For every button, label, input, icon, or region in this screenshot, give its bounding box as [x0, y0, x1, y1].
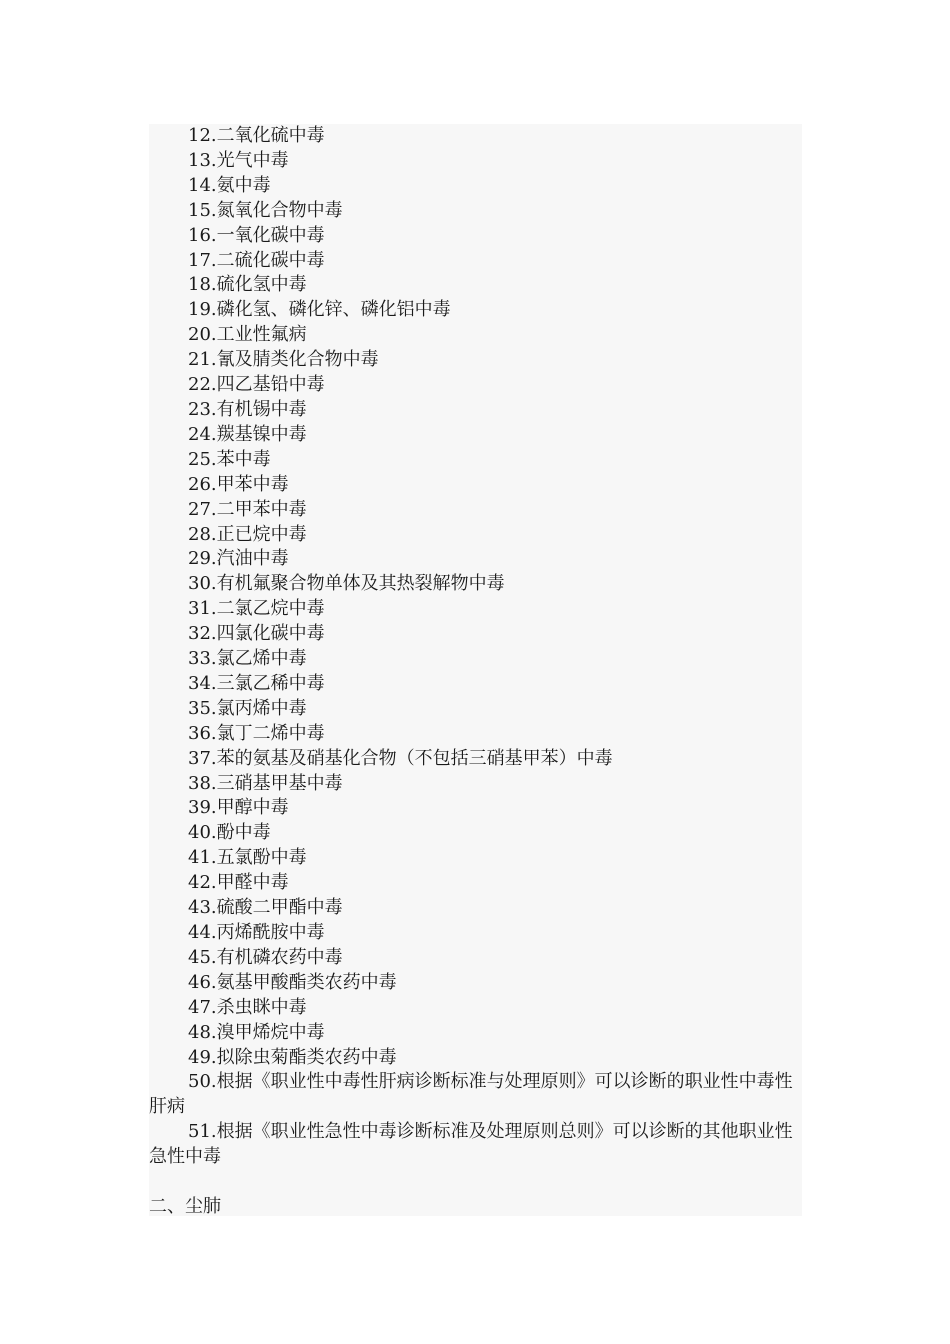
list-item: 19.磷化氢、磷化锌、磷化铝中毒 [188, 299, 451, 321]
list-item: 44.丙烯酰胺中毒 [188, 922, 325, 943]
list-item: 34.三氯乙稀中毒 [188, 672, 325, 694]
list-item: 18.硫化氢中毒 [188, 274, 307, 296]
spacer [149, 1170, 794, 1195]
list-item: 17.二硫化碳中毒 [188, 249, 325, 271]
list-item: 41.五氯酚中毒 [188, 847, 307, 869]
list-item: 36.氯丁二烯中毒 [188, 722, 325, 744]
list-item: 16.一氧化碳中毒 [188, 224, 325, 246]
list-item: 22.四乙基铅中毒 [188, 374, 325, 396]
list-item: 39.甲醇中毒 [188, 797, 289, 819]
list-item: 30.有机氟聚合物单体及其热裂解物中毒 [188, 573, 505, 595]
list-item: 15.氮氧化合物中毒 [188, 199, 343, 221]
list-item: 13.光气中毒 [188, 149, 289, 171]
list-item: 33.氯乙烯中毒 [188, 648, 307, 670]
list-item: 21.氰及腈类化合物中毒 [188, 349, 379, 371]
list-item: 38.三硝基甲基中毒 [188, 772, 343, 794]
list-item: 49.拟除虫菊酯类农药中毒 [188, 1046, 397, 1068]
list-item: 43.硫酸二甲酯中毒 [188, 897, 343, 919]
list-item: 23.有机锡中毒 [188, 398, 307, 420]
list-item: 47.杀虫眯中毒 [188, 996, 307, 1018]
list-item: 14.氨中毒 [188, 174, 271, 196]
list-item: 35.氯丙烯中毒 [188, 697, 307, 719]
list-item: 20.工业性氟病 [188, 324, 307, 346]
list-item: 37.苯的氨基及硝基化合物（不包括三硝基甲苯）中毒 [188, 747, 613, 769]
section-heading-pneumoconiosis: 二、尘肺 [149, 1195, 221, 1217]
document-body [149, 124, 794, 1220]
list-item: 32.四氯化碳中毒 [188, 623, 325, 645]
list-item: 26.甲苯中毒 [188, 473, 289, 495]
list-item: 25.苯中毒 [188, 448, 271, 470]
list-item: 24.羰基镍中毒 [188, 423, 307, 445]
list-item: 48.溴甲烯烷中毒 [188, 1021, 325, 1043]
list-item: 42.甲醛中毒 [188, 872, 289, 894]
list-item: 45.有机磷农药中毒 [188, 946, 343, 968]
list-item: 31.二氯乙烷中毒 [188, 598, 325, 620]
list-item-50: 50.根据《职业性中毒性肝病诊断标准与处理原则》可以诊断的职业性中毒性肝病 [149, 1071, 793, 1118]
list-item: 40.酚中毒 [188, 822, 271, 844]
list-item: 46.氨基甲酸酯类农药中毒 [188, 971, 397, 993]
list-item: 12.二氧化硫中毒 [188, 125, 325, 146]
list-item: 29.汽油中毒 [188, 548, 289, 570]
list-item-51: 51.根据《职业性急性中毒诊断标准及处理原则总则》可以诊断的其他职业性急性中毒 [149, 1121, 793, 1168]
list-item: 28.正已烷中毒 [188, 523, 307, 545]
disease-list [149, 124, 794, 1070]
list-item: 27.二甲苯中毒 [188, 498, 307, 520]
